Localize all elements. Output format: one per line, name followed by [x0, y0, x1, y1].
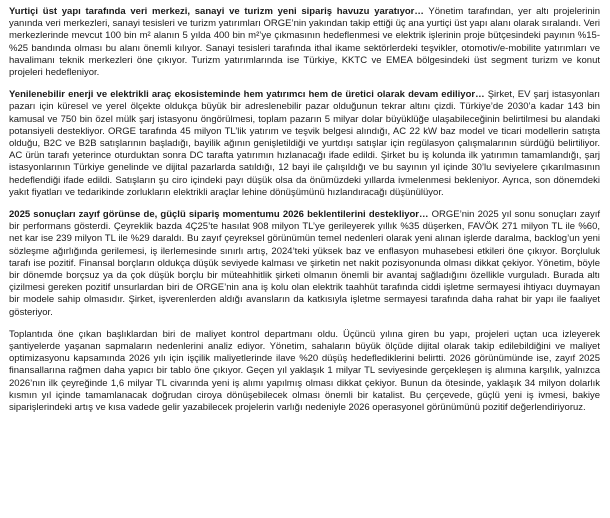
paragraph-body: Şirket, EV şarj istasyonları pazarı için küresel ve yerel ölçekte oldukça büyük bir adreslenebilir pazar olduğunun tekrar altını çizdi. Türkiye’de 2030’a kadar 143 bin kamusal ve 750 bin özel mülk şarj istasyonu öngörülmesi, toplam pazarın 5 milyar dolar büyüklüğe ulaşabileceğinin belirtilmesi bu alandaki potansiyeli destekliyor. ORGE tarafında 45 milyon TL’lik yatırım ve teşvik belgesi alındığı, AC 22 kW baz model ve ticari modellerin satışta olduğu, B2C ve B2B satışlarının başladığı, bayilik ağının genişletildiği ve yurtdışı satışlar için regülasyon çalışmalarının sürdüğü belirtiliyor. AC ürün tarafı yeterince oturduktan sonra DC tarafta yatırımın hızlanacağı ifade edildi. Şirket bu iş kolunda ilk yatırımın tamamlandığı, şarj istasyonlarının Türkiye genelinde ve dijital pazarlarda satıldığı, 12 bayi ile çalışıldığı ve bu sayının yıl içinde 30’lu seviyelere çıkarılmasının hedeflendiği ifade edildi. Satışların şu ciro içindeki payı düşük olsa da önümüzdeki yıllarda ivmelenmesi bekleniyor. Ayrıca, son dönemdeki yakıt fiyatları ve tedarikinde zorlukların elektrikli araçlar lehine dönüşümünü hızlandıracağı düşünülüyor.: [9, 89, 601, 198]
paragraph-2025-results: [9, 209, 600, 319]
paragraph-body: ORGE’nin 2025 yıl sonu sonuçları zayıf bir performans gösterdi. Çeyreklik bazda 4Ç25’te hasılat 908 milyon TL’ye gerileyerek yıllık %35 düşerken, FAVÖK 271 milyon TL ile %60, net kar ise 239 milyon TL ile %29 daraldı. Bu zayıf çeyreksel görünümün temel nedenleri olarak yeni alınan işlerde daralma, backlog’un yeni sözleşme ağırlığında gerilemesi, iş ilerlemesinde sınırlı artış, 2024’teki yüksek baz ve enflasyon muhasebesi etkileri öne çıkıyor. Borçluluk tarafı ise pozitif. Finansal borçların oldukça düşük seviyede kalması ve şirketin net nakit pozisyonunda olması dikkat çekiyor. Yönetim, böyle bir dönemde borçsuz ya da çok düşük borçlu bir müteahhitlik şirketi olmanın önemli bir avantaj sağladığını özellikle vurguladı. Burada altı çizilmesi gereken pozitif unsurlardan biri de ORGE’nin ana iş kolu olan elektrik taahhüt tarafında ciddi işletme sermayesi ihtiyacı duymayan bir modele sahip olmasıdır. Şirket, işverenlerden aldığı avansların da katkısıyla işletme sermayesi tarafında daha rahat bir yapı ile faaliyet gösteriyor.: [9, 209, 600, 318]
paragraph-cost-control: [9, 329, 600, 414]
paragraph-heading: 2025 sonuçları zayıf görünse de, güçlü sipariş momentumu 2026 beklentilerini destekliyor…: [9, 209, 429, 221]
paragraph-heading: Yurtiçi üst yapı tarafında veri merkezi, sanayi ve turizm yeni sipariş havuzu yaratıyor…: [9, 6, 424, 17]
paragraph-data-center: [9, 6, 600, 79]
paragraph-renewable-ev: [9, 89, 600, 199]
paragraph-body: Toplantıda öne çıkan başlıklardan biri de maliyet kontrol departmanı oldu. Üçüncü yılına giren bu yapı, projeleri uçtan uca izleyerek şantiyelerde yaşanan sapmaların nedenlerini analiz ediyor. Yönetim, sahaların büyük ölçüde dijital olarak takip edilebildiğini ve maliyet optimizasyonu kapsamında 2026 yılı için işçilik maliyetlerinde ilave %20 düşüş hedeflediklerini belirtti. 2026 görünümünde ise, zayıf 2025 finansallarına rağmen daha yapıcı bir tablo öne çıkıyor. Geçen yıl yaklaşık 1 milyar TL seviyesinde gerçekleşen iş alımına karşılık, yalnızca 2026’nın ilk çeyreğinde 1,6 milyar TL civarında yeni iş alımı yapılmış olması dikkat çekiyor. Bunun da ötesinde, yaklaşık 34 milyon dolarlık kısmın yıl içinde tamamlanacak doğrudan ciroya dönüşebilecek olması önemli bir katalist. Bu çerçevede, güçlü yeni iş ivmesi, bakiye siparişlerindeki artış ve kısa vadede gelir yazabilecek projelerin varlığı nedeniyle 2026 operasyonel görünümünü pozitif değerlendiriyoruz.: [9, 328, 600, 414]
paragraph-heading: Yenilenebilir enerji ve elektrikli araç ekosisteminde hem yatırımcı hem de üretici olarak devam ediliyor…: [9, 89, 485, 101]
paragraph-body: Yönetim tarafından, yer altı projelerinin yanında veri merkezleri, sanayi tesisleri ve turizm yatırımları ORGE’nin yakından takip ettiği üç ana yurtiçi üst yapı alanı olarak sıralandı. Veri merkezlerinde mevcut 100 bin m² alanın 5 yılda 400 bin m²’ye çıkmasının hedeflenmesi ve elektrik işlerinin proje bütçesindeki payının %15-%25 bandında olması bu alanı önemli kılıyor. Sanayi tesisleri tarafında ithal ikame sektörlerdeki teşvikler, otomotiv/e-mobilite yatırımları ve havalimanı teknik merkezleri öne çıkıyor. Turizm yatırımlarında ise Türkiye, KKTC ve EMEA bölgesindeki üst segment turizm ve konut projeleri hedefleniyor.: [9, 6, 600, 79]
